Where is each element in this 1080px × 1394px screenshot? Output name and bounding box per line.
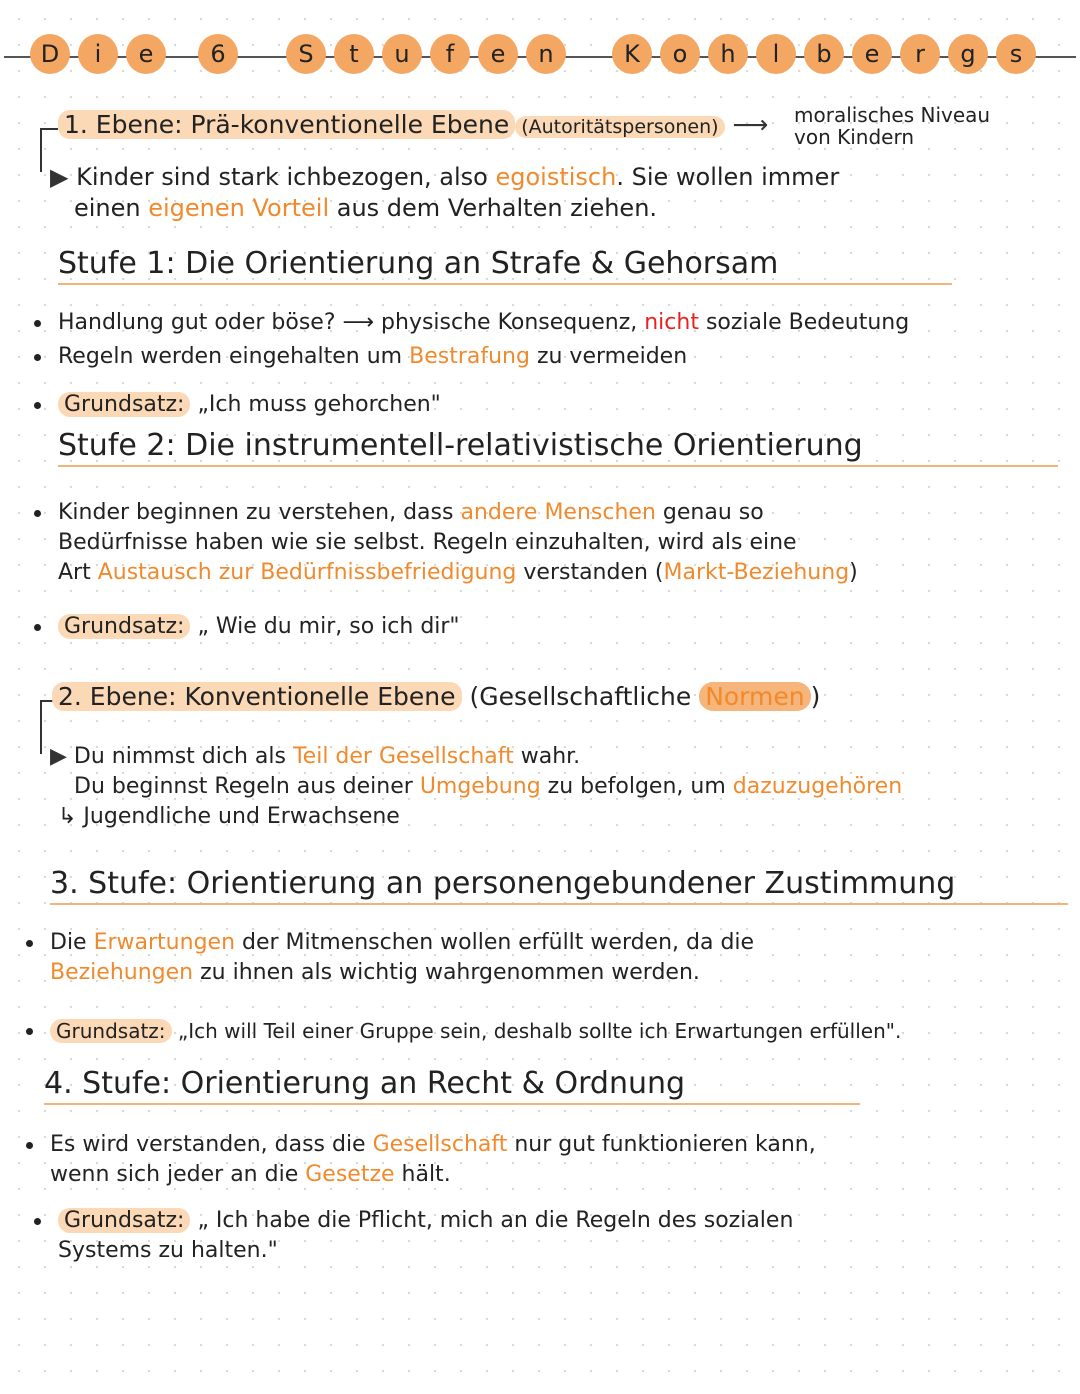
stage3-bullet: Grundsatz: „Ich will Teil einer Gruppe sein, deshalb sollte ich Erwartungen erfüllen". bbox=[50, 1016, 901, 1046]
title-letter: b bbox=[804, 34, 844, 74]
stage3-bullet: Die Erwartungen der Mitmenschen wollen erfüllt werden, da die Beziehungen zu ihnen als wichtig wahrgenommen werden. bbox=[50, 928, 754, 988]
title-letter: e bbox=[478, 34, 518, 74]
arrow-right-icon: ▶ bbox=[50, 744, 74, 769]
stage1-heading: Stufe 1: Die Orientierung an Strafe & Gehorsam bbox=[58, 246, 952, 285]
stage4-bullet: Es wird verstanden, dass die Gesellschaft nur gut funktionieren kann, wenn sich jeder an die Gesetze hält. bbox=[50, 1130, 816, 1190]
title-letter: h bbox=[708, 34, 748, 74]
level1-heading: 1. Ebene: Prä-konventionelle Ebene (Autoritätspersonen) ⟶ bbox=[58, 110, 768, 139]
stage2-bullet: Kinder beginnen zu verstehen, dass andere Menschen genau so Bedürfnisse haben wie sie selbst. Regeln einzuhalten, wird als eine Art Austausch zur Bedürfnissbefriedigung verstanden (Markt-Beziehung) bbox=[58, 498, 858, 588]
stage2-heading: Stufe 2: Die instrumentell-relativistische Orientierung bbox=[58, 428, 1058, 467]
title-letter: e bbox=[852, 34, 892, 74]
title-letter: s bbox=[996, 34, 1036, 74]
stage3-heading: 3. Stufe: Orientierung an personengebundener Zustimmung bbox=[50, 866, 1068, 905]
stage1-bullet: Grundsatz: „Ich muss gehorchen" bbox=[58, 390, 441, 420]
level2-text: ▶ Du nimmst dich als Teil der Gesellschaft wahr. Du beginnst Regeln aus deiner Umgebung zu befolgen, um dazuzugehören ↳ Jugendliche und Erwachsene bbox=[50, 744, 903, 829]
title-letter: g bbox=[948, 34, 988, 74]
level1-note: moralisches Niveau von Kindern bbox=[794, 103, 991, 149]
title-letter: r bbox=[900, 34, 940, 74]
title-row bbox=[30, 34, 1054, 78]
stage2-bullet: Grundsatz: „ Wie du mir, so ich dir" bbox=[58, 612, 460, 642]
arrow-icon: ⟶ bbox=[732, 110, 769, 139]
title-letter: 6 bbox=[198, 34, 238, 74]
title-letter: n bbox=[526, 34, 566, 74]
title-letter: l bbox=[756, 34, 796, 74]
title-letter: f bbox=[430, 34, 470, 74]
title-letter: u bbox=[382, 34, 422, 74]
title-letter: i bbox=[78, 34, 118, 74]
title-letter: D bbox=[30, 34, 70, 74]
level2-heading: 2. Ebene: Konventionelle Ebene (Gesellschaftliche Normen ) bbox=[52, 682, 820, 711]
arrow-right-icon: ▶ bbox=[50, 163, 77, 191]
title-letter: e bbox=[126, 34, 166, 74]
stage1-bullet: Regeln werden eingehalten um Bestrafung zu vermeiden bbox=[58, 342, 687, 372]
title-letter: t bbox=[334, 34, 374, 74]
stage4-heading: 4. Stufe: Orientierung an Recht & Ordnung bbox=[44, 1066, 860, 1105]
level1-text: ▶ Kinder sind stark ichbezogen, also egoistisch. Sie wollen immer einen eigenen Vorteil aus dem Verhalten ziehen. bbox=[50, 163, 840, 222]
title-letter: K bbox=[612, 34, 652, 74]
title-letter: S bbox=[286, 34, 326, 74]
stage4-bullet: Grundsatz: „ Ich habe die Pflicht, mich an die Regeln des sozialen Systems zu halten." bbox=[58, 1206, 793, 1266]
title-letter: o bbox=[660, 34, 700, 74]
stage1-bullet: Handlung gut oder böse? ⟶ physische Konsequenz, nicht soziale Bedeutung bbox=[58, 308, 909, 338]
